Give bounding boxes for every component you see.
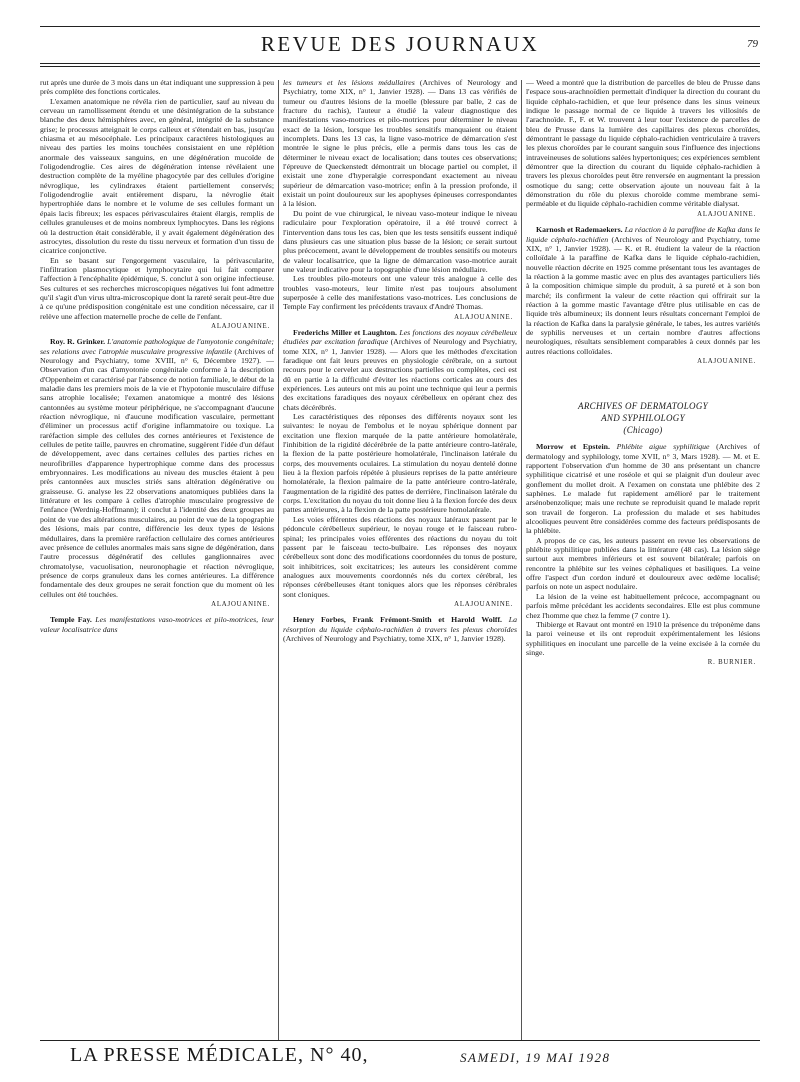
author-signature: ALAJOUANINE.: [211, 600, 270, 608]
paragraph: rut après une durée de 3 mois dans un état indiquant une suppression à peu près complète des fonctions corticales.: [40, 78, 274, 97]
article-title: La réaction à la paraffine de Kafka dans le liquide céphalo-rachidien: [526, 225, 760, 244]
journal-section-title: REVUE DES JOURNAUX: [260, 32, 540, 56]
journal-heading: [526, 400, 760, 436]
footer-date: SAMEDI, 19 MAI 1928: [460, 1050, 611, 1065]
article-title: L'anatomie pathologique de l'amyotonie congénitale; ses relations avec l'atrophie musculaire progressive infantile: [40, 337, 274, 356]
article-entry: [283, 328, 517, 412]
column-1: [40, 78, 274, 1040]
article-entry: [40, 615, 274, 634]
article-title: Les manifestations vaso-motrices et pilo-motrices, leur valeur localisatrice dans: [40, 615, 274, 634]
paragraph: Les troubles pilo-moteurs ont une valeur très analogue à celle des troubles vaso-moteurs, leur limite n'est pas toujours absolument superposée à celle des manifestations vaso-motrices. Les conclusions de Temple Fay confirment les précédents travaux d'André Thomas.: [283, 274, 517, 312]
article-entry: [40, 337, 274, 599]
article-author: Henry Forbes, Frank Frémont-Smith et Harold Wolff.: [293, 615, 503, 625]
author-signature: R. BURNIER.: [707, 659, 756, 667]
journal-heading-line: ARCHIVES OF DERMATOLOGY: [578, 401, 708, 412]
paragraph: Du point de vue chirurgical, le niveau vaso-moteur indique le niveau radiculaire pour l'exploration opératoire, il a été trouvé correct à l'intervention dans tous les cas, bien que les tests sensitifs eussent indiqué dans plusieurs cas une situation plus basse de la lésion; ce serait surtout plus précocement, avant le développement de troubles sensitifs ou moteurs de valeur localisatrice, que la ligne de démarcation vaso-motrice aurait une valeur indicative pour la topographie d'une lésion médullaire.: [283, 208, 517, 274]
article-title: La résorption du liquide céphalo-rachidien à travers les plexus choroïdes: [283, 615, 517, 634]
paragraph: En se basant sur l'engorgement vasculaire, la périvascularite, l'infiltration plasmocytique et lymphocytaire qui lui fait comparer l'affection à l'encéphalite épidémique, S. conclut à son origine infectieuse. Ses cultures et ses recherches microscopiques négatives lui font admettre qu'il s'agit d'un virus ultra-microscopique dont la rareté serait peut-être due à ce qu'une prédisposition congénitale est une condition nécessaire, car il relève une affection maternelle proche de celle de l'enfant.: [40, 255, 274, 321]
footer-rule: [40, 1040, 760, 1041]
article-body: (Archives of Neurology and Psychiatry, tome XIX, n° 1, Janvier 1928).: [283, 633, 506, 643]
article-body: (Archives of Neurology and Psychiatry, tome XIX, n° 1, Janvier 1928). — Alors que les méthodes d'excitation faradique ont fait leurs preuves en physiologie cérébrale, on a surtout recours pour le cervelet aux destructions partielles ou complètes, ceci est dû en partie à la difficulté d'éviter les réactions corticales au cours des expériences. Les auteurs ont mis au point une technique qui leur a permis des excitations faradiques des noyaux cérébelleux en opérant chez des chats décérébrés.: [283, 337, 517, 412]
article-body: (Archives of Neurology and Psychiatry, tome XVIII, n° 6, Décembre 1927). — Observation d'un cas d'amyotonie congénitale conforme à la description d'Oppenheim et caractérisé par l'absence de notion familiale, le début de la maladie dans les premiers mois de la vie et l'hypotonie musculaire diffuse sans atrophie localisée; l'examen anatomique a montré des lésions cantonnées au système moteur périphérique, ne s'accompagnant d'aucune réaction névroglique, ni d'aucune modification vasculaire, permettant d'éliminer un processus actif d'origine inflammatoire ou toxique. La raréfaction simple des cellules des cornes antérieures et l'existence de cellules de petite taille, pauvres en chromatine, suggèrent l'idée d'un défaut de développement, avec dans certaines cellules des parties riches en neurofibrilles d'apparence hypertrophique comme dans des processus embryonnaires. Les modifications au niveau des muscles étaient à peu près cantonnées aux muscles striés sans altération dégénérative ou graisseuse. G. analyse les 22 observations anatomiques publiées dans la littérature et les compare à celles d'atrophie musculaire progressive de l'enfance (Werdnig-Hoffmann); il conclut à l'identité des deux groupes au point de vue des altérations musculaires, au point de vue de la topographie des lésions, mais par contre, différencie les deux types de lésions médullaires, dans la première raréfaction cellulaire des cornes antérieures avec présence de cellules anormales mais sans signe de dégénération, dans l'autre processus dégénératif des cellules ganglionnaires avec chromatolyse, vacuolisation, neuronophagie et réaction névroglique, présence de corps granuleux dans les cornes antérieures. La différence fondamentale des deux groupes ne serait fonction que du moment où les cellules ont été touchées.: [40, 346, 274, 599]
article-entry: [526, 225, 760, 356]
paragraph: Les voies efférentes des réactions des noyaux latéraux passent par le pédoncule cérébelleux supérieur, le noyau rouge et le faisceau rubro-spinal; les principales voies efférentes des réactions du noyau du toit passent par le faisceau tecto-bulbaire. Les réponses des noyaux cérébelleux sont donc des modifications coordonnées du tonus de posture, soit inhibitrices, soit excitatrices; les auteurs les considèrent comme analogues aux mouvements coordonnés nés du cortex cérébral, les réponses cérébelleuses étant toniques alors que les réponses cérébrales sont cloniques.: [283, 514, 517, 599]
article-body: (Archives of Neurology and Psychiatry, tome XIX, n° 1, Janvier 1928). — Dans 13 cas vérifiés de tumeur ou d'autres lésions de la moelle (blessure par balle, 2 cas de fracture du rachis), l'auteur a étudié la valeur diagnostique des manifestations vaso-motrices et pilo-motrices pour déterminer le niveau exact de la lésion, lorsque les troubles sensitifs manquaient ou étaient incomplets. Dans les 13 cas, la ligne vaso-motrice de démarcation s'est montrée le signe le plus précis, elle a permis dans tous les cas de déterminer le niveau exact de localisation; dans toutes ces observations; l'épreuve de Queckenstedt démontrait un blocage partiel ou complet, il existait une zone d'hyperalgie correspondant exactement au niveau supérieur de démarcation vaso-motrice; enfin à la pression profonde, il existait un point douloureux sur les apophyses épineuses correspondantes à la lésion.: [283, 78, 517, 209]
column-2: [283, 78, 517, 1040]
header-rule-top: [40, 26, 760, 27]
journal-heading-city: (Chicago): [623, 425, 663, 436]
article-title: Phlébite aigue syphilitique: [616, 442, 710, 452]
article-title: les tumeurs et les lésions médullaires: [283, 78, 415, 87]
paragraph: L'examen anatomique ne révéla rien de particulier, sauf au niveau du cerveau un ramollissement étendu et une désintégration de la substance blanche des deux hémisphères avec, en général, intégrité de la substance grise; le processus atteignait le corps calleux et s'étendait en bas, jusqu'au chiasma et au mésocéphale. Les principaux caractères histologiques au niveau des parties les moins touchées consistaient en une réplétion anormale des vaisseaux sanguins, en une dégénération mucoïde de l'oligodendroglie. Ces aires de dégénération intense révélaient une destruction complète de la myéline phagocytée par des cellules d'origine névroglique, les cylindraxes étaient partiellement conservés; l'oligodendroglie avait entièrement disparu, la névroglie était hypertrophiée dans le nombre et le volume de ses cellules formant un épais lacis fibreux; les espaces périvasculaires étaient élargis, remplis de cellules granuleuses et de moins nombreux lymphocytes. Dans les régions où la destruction était considérable, il y avait également dégénération des astrocytes, dissolution du reste du tissu nerveux et formation d'un tissu de cicatrice conjonctive.: [40, 96, 274, 256]
article-entry: [283, 615, 517, 643]
article-body: (Archives of dermatology and syphilology, tome XVII, n° 3, Mars 1928). — M. et E. rapportent l'observation d'un homme de 30 ans présentant un chancre syphilitique cicatrisé et une roséole et qui se plaignit d'un douleur avec gonflement du mollet droit. A l'examen on constata une phlébite des 2 saphènes. Le malade fut rapidement amélioré par le traitement arsénobenzolique; mais une rechute se reproduisit quand le malade reprit son travail de forgeron. La profession du malade et ses habitudes alcooliques peuvent être considérées comme des facteurs prédisposants de la phlébite.: [526, 442, 760, 536]
column-separator: [278, 80, 279, 1040]
paragraph: — Weed a montré que la distribution de parcelles de bleu de Prusse dans l'espace sous-arachnoïdien permettait d'indiquer la direction du courant du liquide céphalo-rachidien, et que leur présence dans les sinus veineux indique le passage normal de ce liquide à travers les villosités de l'arachnoïde. F., F. et W. trouvent à leur tour l'existence de parcelles de bleu de Prusse dans la lumière des capillaires des plexus choroïdes, démontrant le passage du liquide céphalo-rachidien ventriculaire à travers les plexus choroïdes par le courant sanguin sous l'influence des injections intraveineuses de solutions salées hypertoniques; ces expériences semblent démontrer que la direction du courant du liquide céphalo-rachidien à travers les plexus choroïdes peut être renversée en augmentant la pression osmotique du sang; cette observation ajoute un nouveau fait à la démonstration du rôle du plexus choroïde comme membrane semi-perméable et du liquide céphalo-rachidien comme véritable dialysat.: [526, 78, 760, 209]
article-entry: [526, 442, 760, 535]
author-signature: ALAJOUANINE.: [697, 357, 756, 365]
author-signature: ALAJOUANINE.: [454, 313, 513, 321]
paragraph: La lésion de la veine est habituellement précoce, accompagnant ou parfois même précédant les accidents secondaires. Elle est plus commune chez l'homme que chez la femme (7 contre 1).: [526, 591, 760, 620]
author-signature: ALAJOUANINE.: [697, 210, 756, 218]
paragraph: A propos de ce cas, les auteurs passent en revue les observations de phlébite syphilitique publiées dans la littérature (48 cas). La lésion siège surtout aux membres inférieurs et est souvent bilatérale; parfois on rencontre la phlébite sur les veines céphaliques et basiliques. La veine offre l'aspect d'un cordon induré et douloureux avec œdème localisé; parfois on note un aspect nodulaire.: [526, 535, 760, 592]
page-footer: [40, 1044, 760, 1070]
journal-heading-line: AND SYPHILOLOGY: [601, 413, 685, 424]
author-signature: ALAJOUANINE.: [454, 600, 513, 608]
paragraph: Thibierge et Ravaut ont montré en 1910 la présence du tréponème dans la paroi veineuse et ils ont reproduit expérimentalement les lésions syphilitiques en inoculant une parcelle de la veine excisée à la cornée du singe.: [526, 619, 760, 657]
page-number: 79: [747, 38, 758, 50]
article-author: Karnosh et Rademaekers.: [536, 225, 623, 235]
article-author: Frederichs Miller et Laughton.: [293, 327, 397, 337]
footer-journal-name: LA PRESSE MÉDICALE, N° 40,: [70, 1044, 369, 1066]
article-title: Les fonctions des noyaux cérébelleux étudiées par excitation faradique: [283, 327, 517, 347]
author-signature: ALAJOUANINE.: [211, 322, 270, 330]
page-header: [40, 32, 760, 62]
header-rule-bottom: [40, 63, 760, 64]
column-separator: [521, 80, 522, 1040]
article-entry: [283, 78, 517, 209]
article-body: (Archives of Neurology and Psychiatry, tome XIX, n° 1, Janvier 1928). — K. et R. étudient la valeur de la réaction colloïdale à la paraffine de Kafka dans le liquide céphalo-rachidien, nouvelle réaction décrite en 1925 comme présentant tous les avantages de la réaction à la gomme mastic avec en plus des avantages particuliers liés à la composition chimique simple du produit, à sa pureté et à son bon marché; ils confirment la valeur de cette réaction qui offrirait sur la réaction à la gomme mastic l'avantage d'être plus utilisable en cas de liquide très albumineux; ils donnent leurs résultats concernant l'emploi de la réaction de Kafka dans la paralysie générale, le tabes, les autres variétés de syphilis nerveuses et un certain nombre d'autres affections neurologiques, résultats sensiblement comparables à ceux donnés par les autres réactions colloïdales.: [526, 234, 760, 356]
paragraph: Les caractéristiques des réponses des différents noyaux sont les suivantes: le noyau de l'embolus et le noyau sphérique donnent par excitation une flexion marquée de la patte antérieure homolatérale, l'inhibition de la rigidité décérébrée de la patte antérieure contro-latérale, la flexion de la patte postérieure homolatérale, l'inclinaison latérale du corps, des mouvements oculaires. La stimulation du noyau dentelé donne lieu à la flexion parfois répétée à plusieurs reprises de la patte antérieure homolatérale, la flexion palmaire de la patte antérieure contro-latérale, l'augmentation de la rigidité des pattes de derrière, l'inclinaison latérale du corps. L'excitation du noyau du toit donne lieu à la flexion forcée des deux pattes antérieures, à la flexion de la patte postérieure homolatérale.: [283, 412, 517, 515]
article-author: Morrow et Epstein.: [536, 442, 610, 452]
article-author: Temple Fay.: [50, 615, 92, 625]
header-rule-bottom-2: [40, 66, 760, 67]
column-3: [526, 78, 760, 1040]
article-author: Roy. R. Grinker.: [50, 337, 106, 347]
